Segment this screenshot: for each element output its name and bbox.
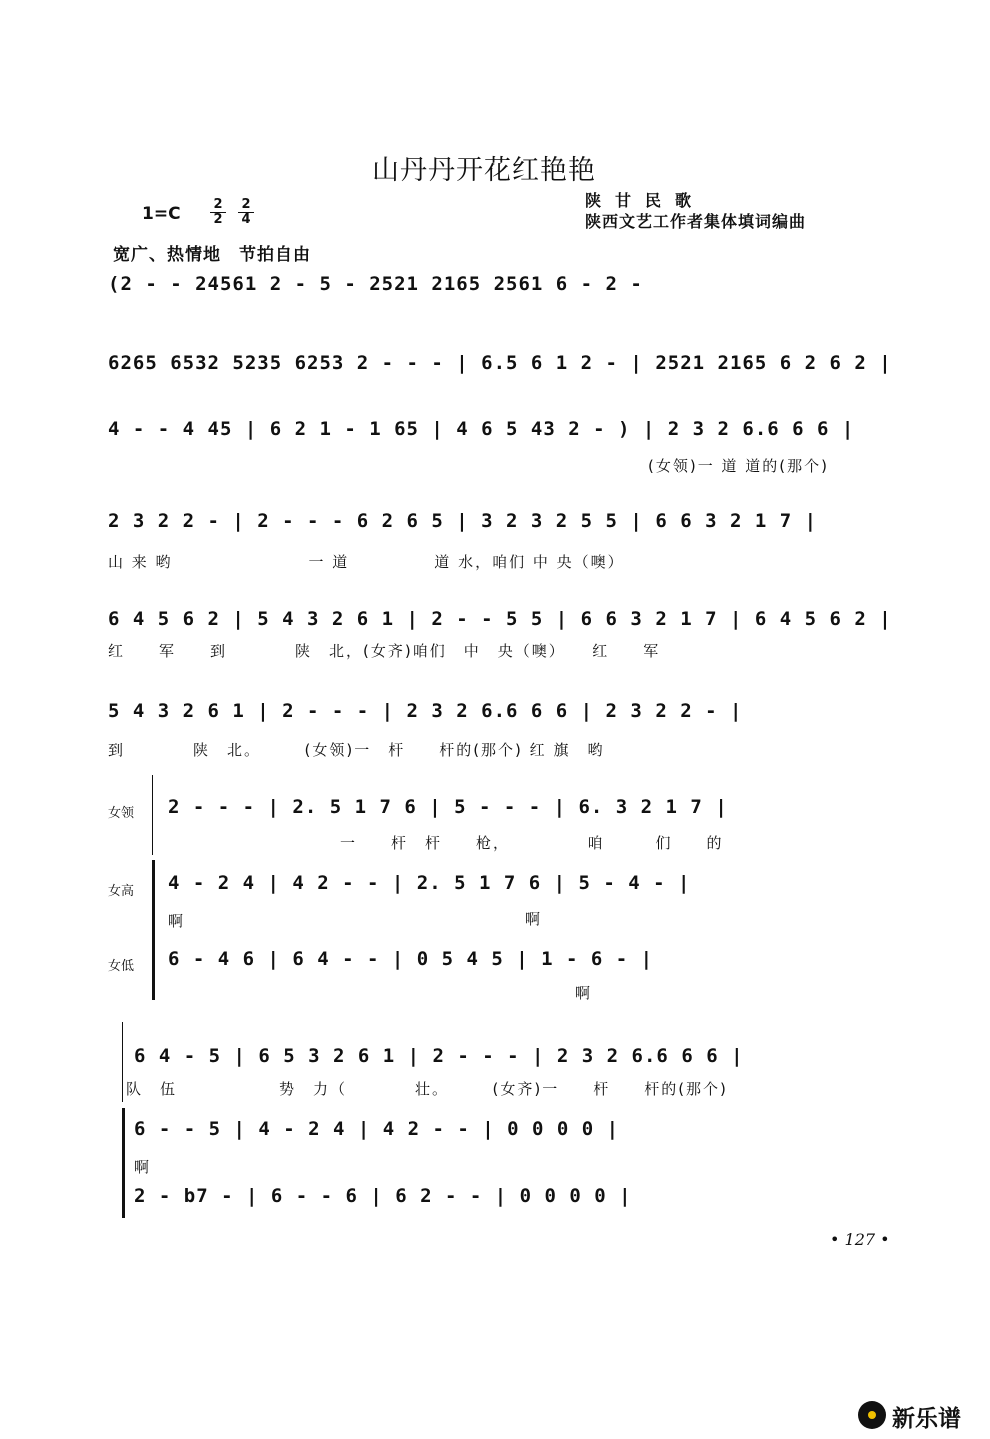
score-line-3: 4 - - 4 45 | 6 2 1 - 1 65 | 4 6 5 43 2 - ) | 2 3 2 6.6 6 6 | bbox=[108, 418, 855, 440]
sys1-lead-lyric: 一 杆 杆 枪， 咱 们 的 bbox=[340, 834, 724, 852]
sys1-soprano-lyric-b: 啊 bbox=[525, 910, 543, 928]
tempo-marking: 宽广、热情地 节拍自由 bbox=[113, 245, 311, 265]
sys1-lead-notes: 2 - - - | 2. 5 1 7 6 | 5 - - - | 6. 3 2 1 7 | bbox=[168, 796, 728, 818]
system2-bracket-choir bbox=[122, 1108, 125, 1218]
lyric-line-4: 山 来 哟 一 道 道 水，咱们 中 央（噢） bbox=[108, 553, 625, 571]
song-title: 山丹丹开花红艳艳 bbox=[372, 155, 596, 186]
time-signature-b: 2 4 bbox=[238, 198, 254, 227]
time-signature-a: 2 2 bbox=[210, 198, 226, 227]
sys1-alto-lyric: 啊 bbox=[575, 984, 593, 1002]
page-number: • 127 • bbox=[830, 1230, 890, 1249]
score-line-5: 6 4 5 6 2 | 5 4 3 2 6 1 | 2 - - 5 5 | 6 6 3 2 1 7 | 6 4 5 6 2 | bbox=[108, 608, 892, 630]
system-bracket-lead bbox=[152, 775, 153, 855]
system-bracket-choir bbox=[152, 860, 155, 1000]
sys2-soprano-lyric: 啊 bbox=[134, 1158, 152, 1176]
lyric-line-5: 红 军 到 陕 北，(女齐)咱们 中 央（噢） 红 军 bbox=[108, 642, 661, 660]
sys2-alto-notes: 2 - b7 - | 6 - - 6 | 6 2 - - | 0 0 0 0 | bbox=[134, 1185, 632, 1207]
system2-bracket-lead bbox=[122, 1022, 123, 1102]
credit-origin: 陕甘民歌 bbox=[585, 191, 706, 210]
credit-arranger: 陕西文艺工作者集体填词编曲 bbox=[585, 212, 807, 231]
voice-label-soprano: 女高 bbox=[108, 884, 135, 899]
lyric-line-6: 到 陕 北。 (女领)一 杆 杆的(那个) 红 旗 哟 bbox=[108, 741, 605, 759]
voice-label-alto: 女低 bbox=[108, 959, 135, 974]
watermark-text: 新乐谱 bbox=[892, 1406, 961, 1432]
voice-label-lead: 女领 bbox=[108, 806, 135, 821]
score-line-1: (2 - - 24561 2 - 5 - 2521 2165 2561 6 - 2 - bbox=[108, 273, 643, 295]
score-line-4: 2 3 2 2 - | 2 - - - 6 2 6 5 | 3 2 3 2 5 5 | 6 6 3 2 1 7 | bbox=[108, 510, 818, 532]
sys2-lead-notes: 6 4 - 5 | 6 5 3 2 6 1 | 2 - - - | 2 3 2 6.6 6 6 | bbox=[134, 1045, 744, 1067]
sys2-soprano-notes: 6 - - 5 | 4 - 2 4 | 4 2 - - | 0 0 0 0 | bbox=[134, 1118, 620, 1140]
sys1-alto-notes: 6 - 4 6 | 6 4 - - | 0 5 4 5 | 1 - 6 - | bbox=[168, 948, 654, 970]
sys1-soprano-notes: 4 - 2 4 | 4 2 - - | 2. 5 1 7 6 | 5 - 4 - | bbox=[168, 872, 691, 894]
sys2-lead-lyric: 队 伍 势 力（ 壮。 (女齐)一 杆 杆的(那个) bbox=[126, 1080, 728, 1098]
score-line-2: 6265 6532 5235 6253 2 - - - | 6.5 6 1 2 - | 2521 2165 6 2 6 2 | bbox=[108, 352, 892, 374]
record-disc-icon bbox=[858, 1401, 886, 1429]
key-signature: 1=C bbox=[142, 204, 181, 224]
watermark-logo bbox=[858, 1398, 984, 1434]
sys1-soprano-lyric-a: 啊 bbox=[168, 912, 186, 930]
score-line-6: 5 4 3 2 6 1 | 2 - - - | 2 3 2 6.6 6 6 | 2 3 2 2 - | bbox=[108, 700, 743, 722]
lyric-line-3: (女领)一 道 道的(那个) bbox=[648, 457, 829, 475]
